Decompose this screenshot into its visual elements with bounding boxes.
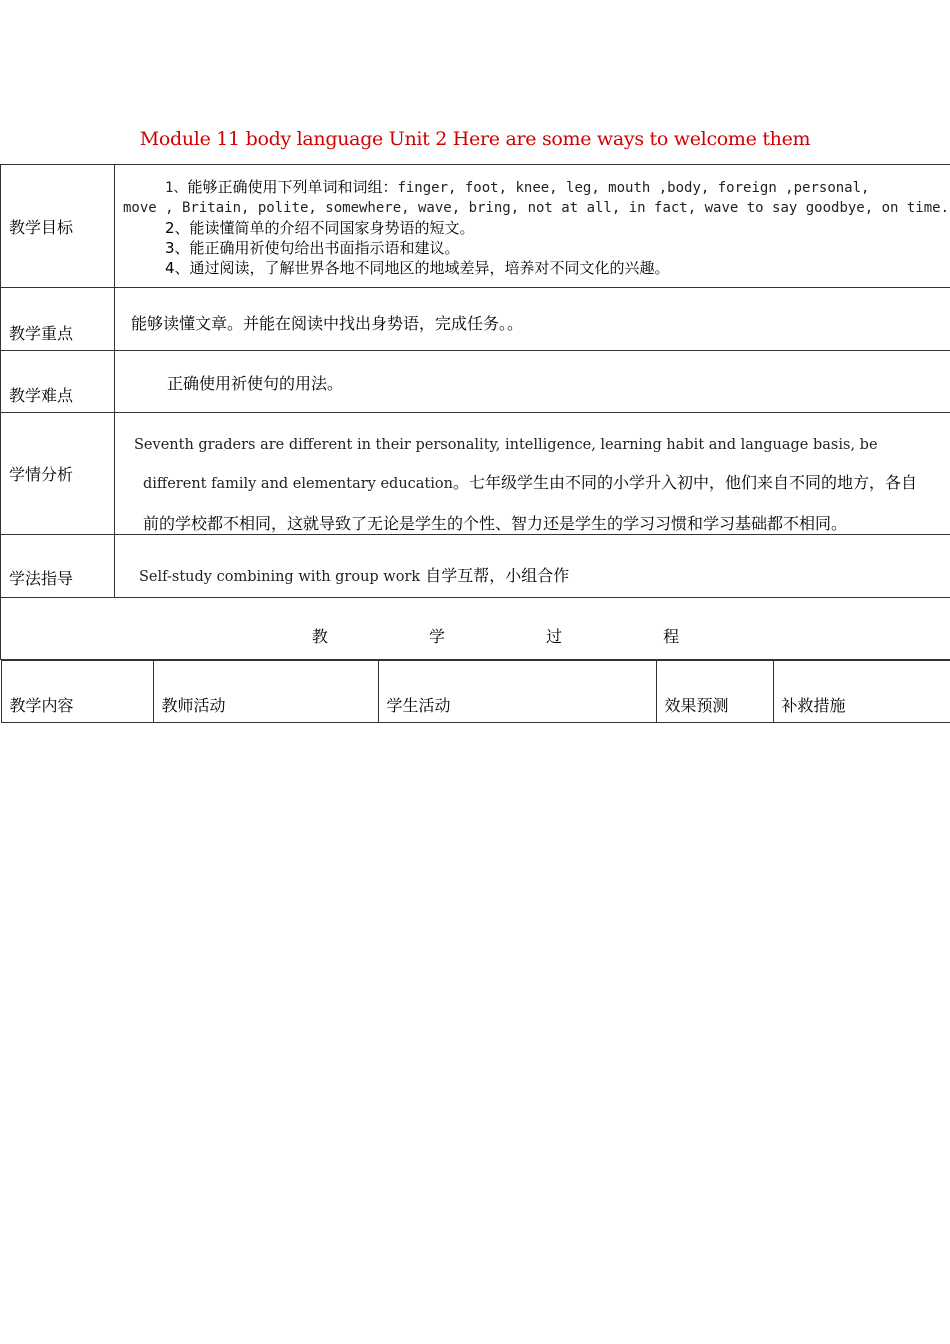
- page-title: Module 11 body language Unit 2 Here are some ways to welcome them: [139, 128, 811, 150]
- objective-line-4: 3、能正确用祈使句给出书面指示语和建议。: [165, 239, 460, 257]
- key-points-label: 教学重点: [1, 288, 115, 351]
- objective-line-5: 4、通过阅读，了解世界各地不同地区的地域差异，培养对不同文化的兴趣。: [165, 259, 670, 277]
- method-row: [1, 535, 950, 598]
- objectives-content: [115, 165, 950, 288]
- analysis-content: [115, 413, 950, 535]
- process-title-char-4: 程: [663, 627, 680, 646]
- process-title-char-2: 学: [428, 627, 445, 646]
- objectives-row: [1, 165, 950, 288]
- method-content: Self-study combining with group work 自学互帮，小组合作: [115, 535, 950, 598]
- analysis-line-1: Seventh graders are different in their personality, intelligence, learning habit and language basis, be: [134, 437, 878, 453]
- process-title-char-1: 教: [311, 627, 328, 646]
- objectives-label: 教学目标: [1, 165, 115, 288]
- difficulties-row: [1, 351, 950, 413]
- process-title-char-3: 过: [546, 627, 563, 646]
- process-columns-row: [1, 660, 950, 724]
- difficulties-label: 教学难点: [1, 351, 115, 413]
- analysis-row: [1, 413, 950, 535]
- objective-line-2: move , Britain, polite, somewhere, wave, bring, not at all, in fact, wave to say goodbye, on time.: [123, 200, 950, 216]
- column-remedial-measures: 补救措施: [773, 661, 950, 723]
- analysis-line-3: 前的学校都不相同，这就导致了无论是学生的个性、智力还是学生的学习习惯和学习基础都不相同。: [143, 514, 848, 533]
- process-columns-table: [1, 660, 950, 723]
- process-title-row: [1, 598, 950, 660]
- analysis-label: 学情分析: [1, 413, 115, 535]
- difficulties-text: 正确使用祈使句的用法。: [115, 351, 950, 413]
- analysis-line-2: different family and elementary education。七年级学生由不同的小学升入初中，他们来自不同的地方，各自: [143, 473, 917, 492]
- column-student-activity: 学生活动: [378, 661, 656, 723]
- column-teacher-activity: 教师活动: [153, 661, 378, 723]
- process-title: [1, 598, 950, 660]
- column-teaching-content: 教学内容: [1, 661, 153, 723]
- column-effect-prediction: 效果预测: [656, 661, 773, 723]
- objective-line-1: 1、能够正确使用下列单词和词组：finger, foot, knee, leg, mouth ,body, foreign ,personal,: [165, 178, 870, 196]
- objective-line-3: 2、能读懂简单的介绍不同国家身势语的短文。: [165, 219, 475, 237]
- method-label: 学法指导: [1, 535, 115, 598]
- lesson-plan-table: [0, 164, 950, 723]
- key-points-row: [1, 288, 950, 351]
- process-columns-container: [1, 660, 950, 724]
- key-points-text: 能够读懂文章。并能在阅读中找出身势语，完成任务。。: [115, 288, 950, 351]
